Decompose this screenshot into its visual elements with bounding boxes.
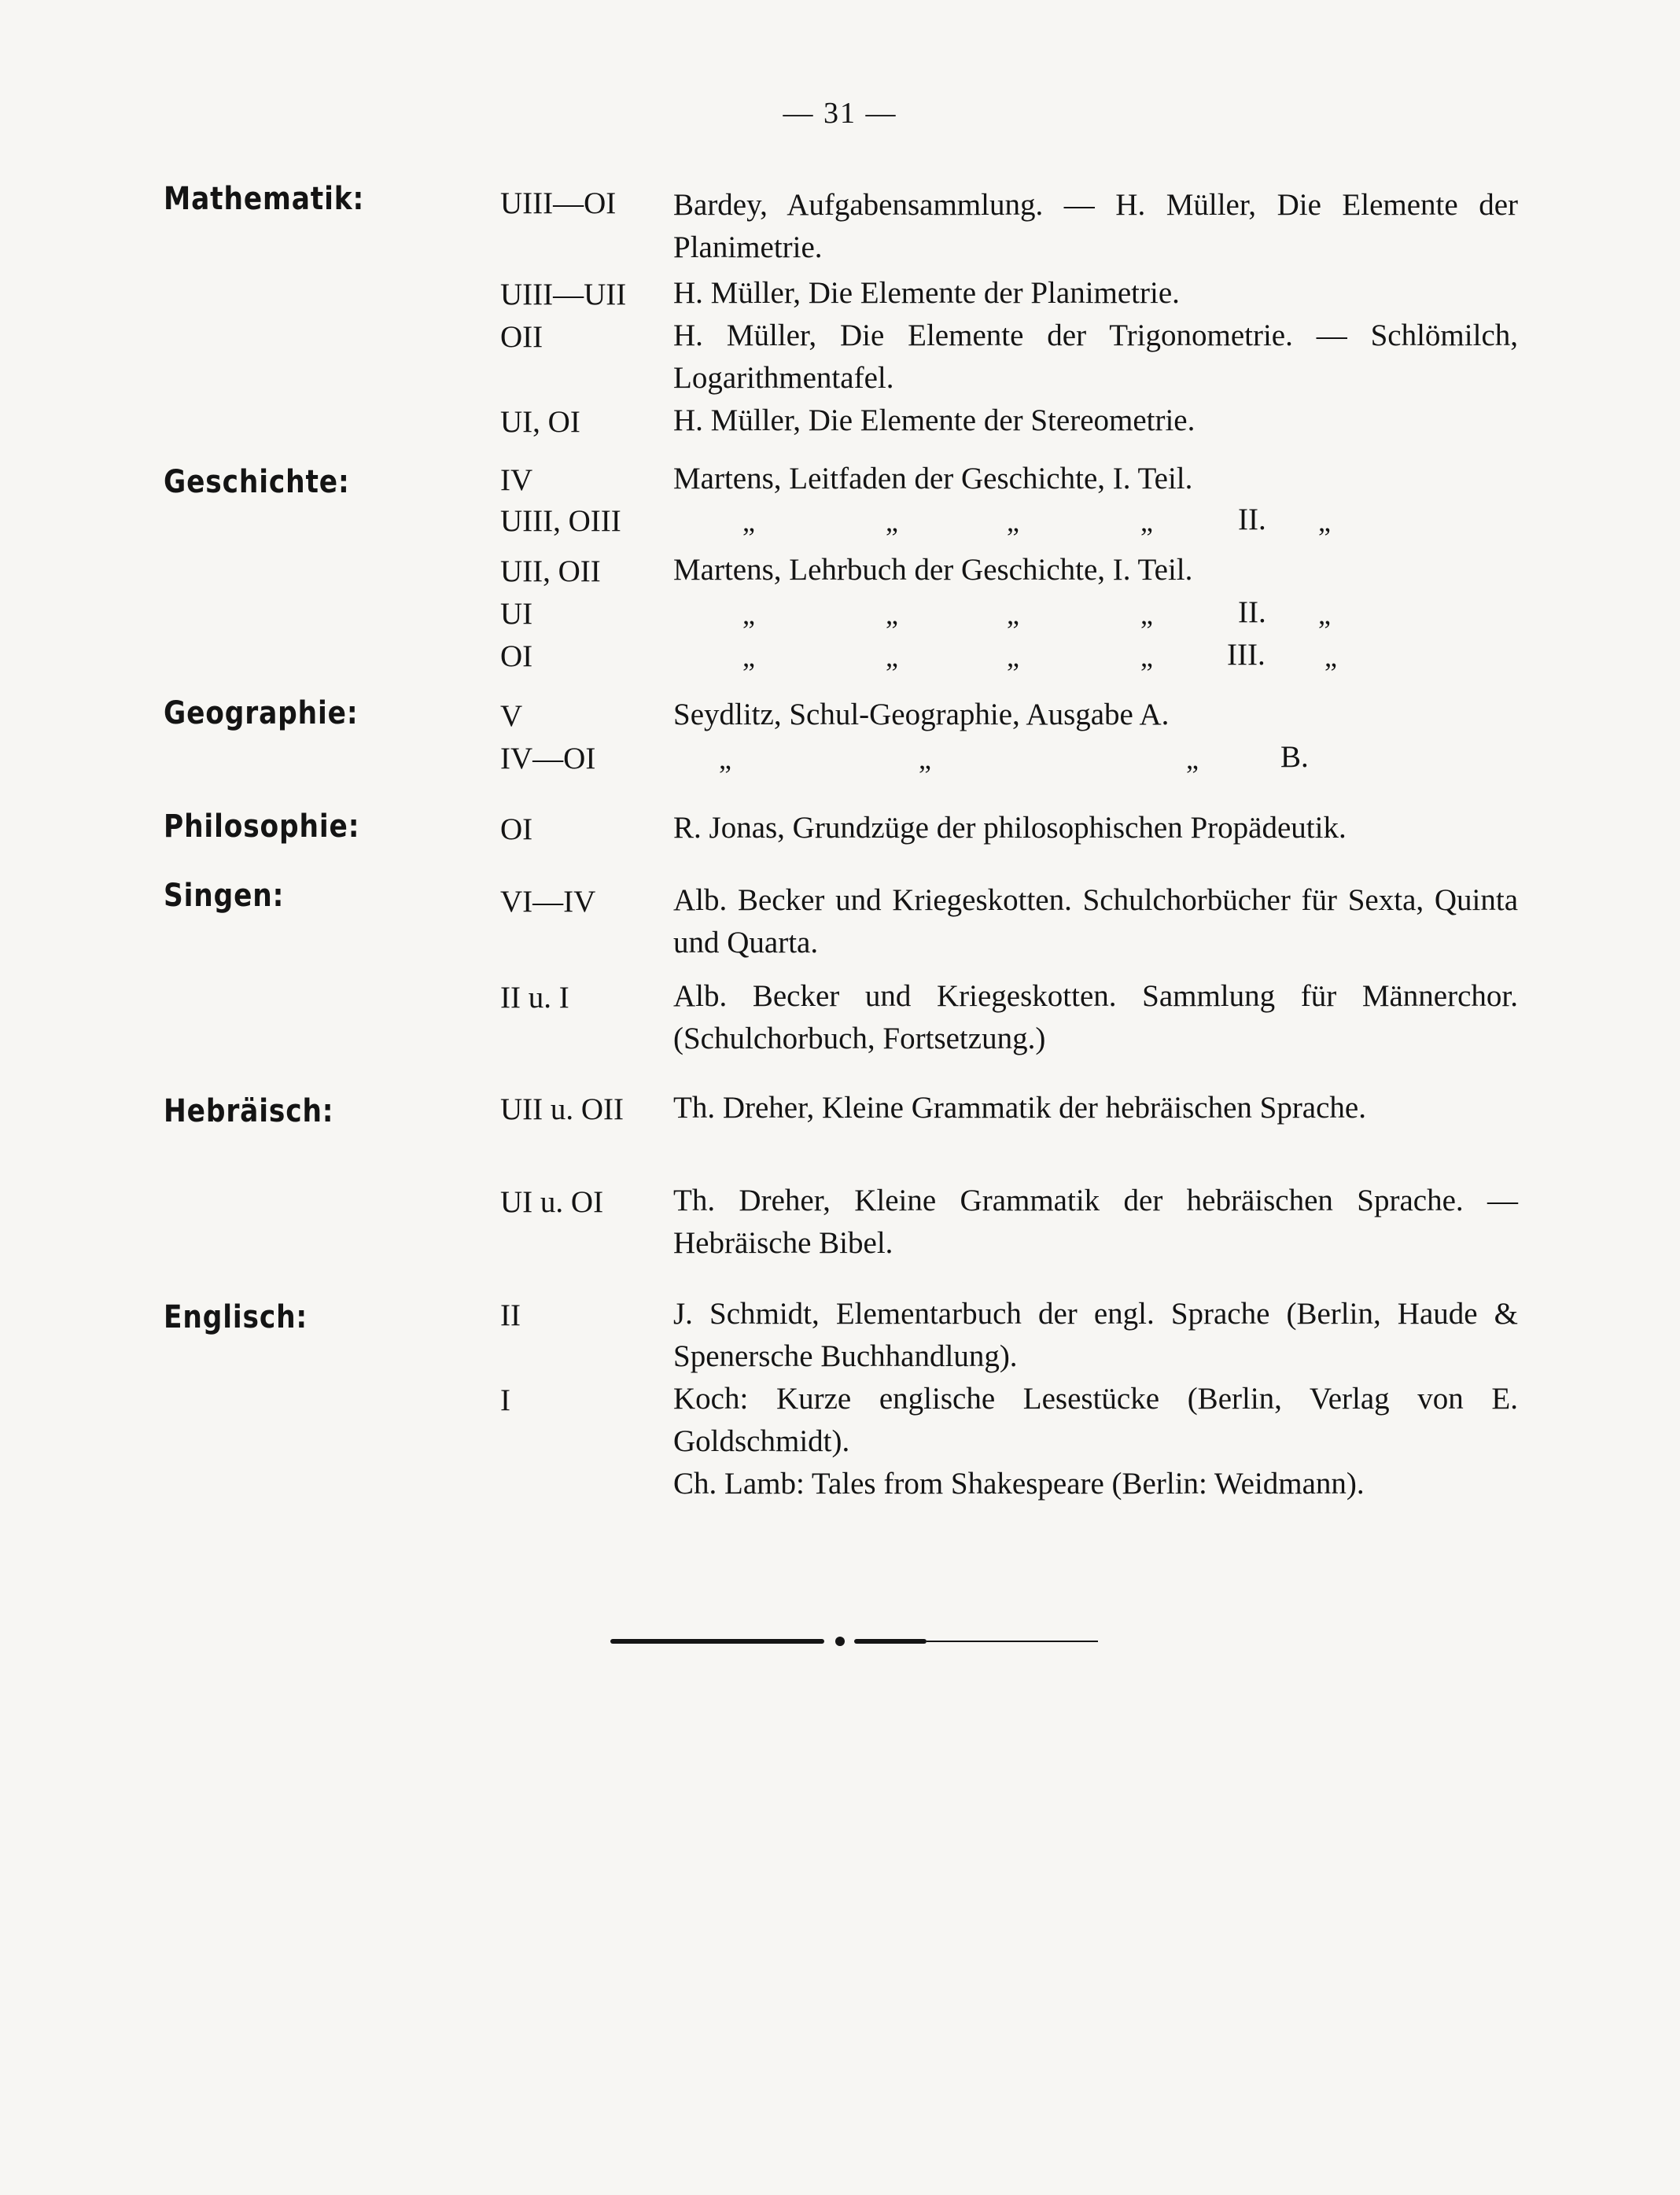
textbook-entry: Bardey, Aufgabensammlung. — H. Müller, Die Elemente der Planimetrie. [673,188,1518,264]
class-range: UI, OI [500,405,580,439]
textbook-entry: Koch: Kurze englische Lesestücke (Berlin, Verlag von E. Goldschmidt). [673,1382,1518,1458]
ditto-mark: „ [742,641,755,672]
ditto-mark: „ [742,506,755,537]
class-range: UIII—UII [500,278,627,311]
ditto-mark: „ [919,743,931,775]
subject-geschichte: Geschichte: [164,464,350,500]
textbook-entry: B. [1280,740,1309,774]
textbook-entry: Martens, Leitfaden der Geschichte, I. Teil. [673,462,1193,495]
class-range: UII u. OII [500,1092,624,1126]
class-range: IV [500,463,533,497]
ditto-mark: „ [1007,598,1019,630]
textbook-entry: J. Schmidt, Elementarbuch der engl. Sprache (Berlin, Haude & Spenersche Buchhandlung). [673,1297,1518,1373]
textbook-entry: Alb. Becker und Kriegeskotten. Sammlung für Männerchor. (Schulchorbuch, Fortsetzung.) [673,979,1518,1055]
textbook-entry: III. [1227,638,1266,672]
class-range: V [500,699,523,733]
ditto-mark: „ [1318,598,1331,630]
ditto-mark: „ [1140,598,1153,630]
subject-philosophie: Philosophie: [164,808,360,845]
textbook-entry: II. [1238,503,1266,536]
class-range: OII [500,320,543,354]
section-divider [610,1636,1098,1647]
textbook-entry: II. [1238,595,1266,629]
class-range: UII, OII [500,554,601,588]
subject-singen: Singen: [164,878,285,914]
textbook-entry: Th. Dreher, Kleine Grammatik der hebräischen Sprache. — Hebräische Bibel. [673,1184,1518,1260]
class-range: UI [500,597,533,631]
subject-englisch: Englisch: [164,1299,308,1335]
ditto-mark: „ [886,598,898,630]
textbook-entry: Martens, Lehrbuch der Geschichte, I. Teil. [673,553,1193,587]
page-number: — 31 — [783,97,897,130]
class-range: UIII—OI [500,186,617,220]
textbook-entry: Alb. Becker und Kriegeskotten. Schulchorbücher für Sexta, Quinta und Quarta. [673,883,1518,959]
textbook-entry: H. Müller, Die Elemente der Trigonometrie. — Schlömilch, Logarithmentafel. [673,319,1518,395]
ditto-mark: „ [719,743,731,775]
textbook-entry: R. Jonas, Grundzüge der philosophischen Propädeutik. [673,811,1347,845]
class-range: UIII, OIII [500,504,621,538]
textbook-entry: Th. Dreher, Kleine Grammatik der hebräischen Sprache. [673,1091,1366,1125]
textbook-entry: H. Müller, Die Elemente der Planimetrie. [673,276,1180,310]
class-range: II [500,1298,521,1332]
textbook-entry: H. Müller, Die Elemente der Stereometrie. [673,403,1196,437]
ditto-mark: „ [1007,641,1019,672]
ditto-mark: „ [886,506,898,537]
subject-geographie: Geographie: [164,695,359,731]
class-range: IV—OI [500,742,596,775]
class-range: UI u. OI [500,1185,604,1219]
textbook-entry: Seydlitz, Schul-Geographie, Ausgabe A. [673,698,1170,731]
ditto-mark: „ [1186,743,1199,775]
ditto-mark: „ [1324,641,1337,672]
ditto-mark: „ [1007,506,1019,537]
ditto-mark: „ [1140,641,1153,672]
class-range: OI [500,812,533,846]
class-range: VI—IV [500,885,596,919]
class-range: II u. I [500,981,569,1015]
ditto-mark: „ [742,598,755,630]
subject-hebraeisch: Hebräisch: [164,1093,334,1129]
subject-mathematik: Mathematik: [164,181,365,217]
ditto-mark: „ [886,641,898,672]
ditto-mark: „ [1140,506,1153,537]
class-range: OI [500,639,533,673]
textbook-entry: Ch. Lamb: Tales from Shakespeare (Berlin: Weidmann). [673,1467,1365,1501]
class-range: I [500,1383,510,1417]
ditto-mark: „ [1318,506,1331,537]
